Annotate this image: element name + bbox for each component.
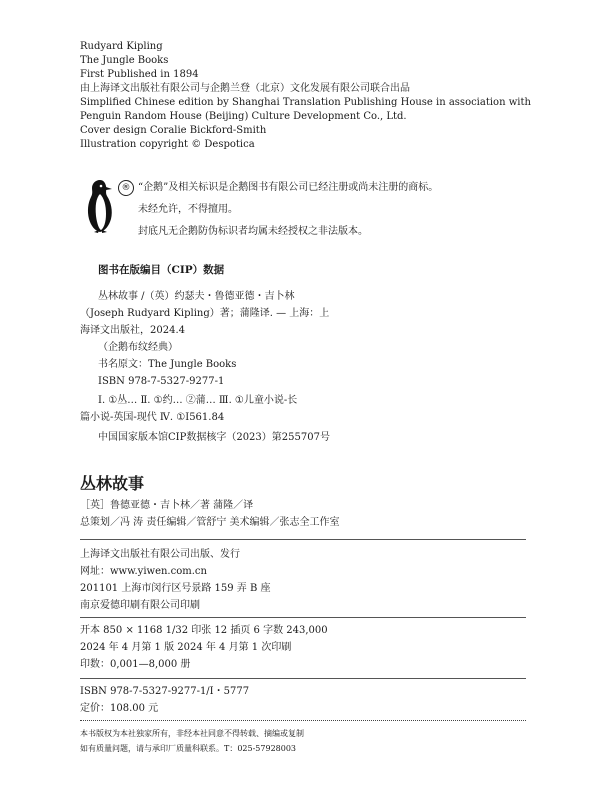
joint-production-note: 由上海译文出版社有限公司与企鹅兰登（北京）文化发展有限公司联合出品 [80, 83, 410, 94]
cover-design-credit: Cover design Coralie Bickford-Smith [80, 125, 267, 136]
cip-original-title: 书名原文：The Jungle Books [98, 359, 237, 370]
cip-isbn: ISBN 978-7-5327-9277-1 [98, 376, 225, 387]
divider [80, 539, 526, 540]
registered-trademark-icon: ® [118, 180, 134, 196]
author-translator-credit: ［英］鲁德亚德・吉卜林／著 蒲隆／译 [80, 500, 254, 511]
cip-series: （企鹅布纹经典） [98, 342, 178, 353]
publisher-line: 上海译文出版社有限公司出版、发行 [80, 549, 240, 560]
price-line: 定价：108.00 元 [80, 703, 159, 714]
format-specs: 开本 850 × 1168 1/32 印张 12 插页 6 字数 243,000 [80, 625, 328, 636]
cip-line-2: （Joseph Rudyard Kipling）著；蒲隆译. — 上海：上 [80, 308, 330, 319]
cip-record-number: 中国国家版本馆CIP数据核字（2023）第255707号 [98, 432, 330, 443]
author-name: Rudyard Kipling [80, 41, 163, 52]
edition-note-line-2: Penguin Random House (Beijing) Culture Development Co., Ltd. [80, 111, 407, 122]
first-published: First Published in 1894 [80, 69, 199, 80]
cip-classification-line-1: Ⅰ. ①丛… Ⅱ. ①约… ②蒲… Ⅲ. ①儿童小说-长 [98, 395, 298, 406]
publisher-website: 网址：www.yiwen.com.cn [80, 566, 207, 577]
trademark-notice-line-2: 未经允许，不得擅用。 [138, 204, 238, 215]
edition-printing: 2024 年 4 月第 1 版 2024 年 4 月第 1 次印刷 [80, 642, 292, 653]
quality-contact: 如有质量问题，请与承印厂质量科联系。T：025-57928003 [80, 744, 297, 753]
original-title: The Jungle Books [80, 55, 169, 66]
penguin-logo-icon [86, 178, 114, 234]
dotted-divider [80, 720, 526, 721]
cip-line-1: 丛林故事 /（英）约瑟夫・鲁德亚德・吉卜林 [98, 291, 295, 302]
cip-line-3: 海译文出版社，2024.4 [80, 325, 185, 336]
edition-note-line-1: Simplified Chinese edition by Shanghai Translation Publishing House in association with [80, 97, 531, 108]
divider [80, 617, 526, 618]
printer-line: 南京爱德印刷有限公司印刷 [80, 600, 200, 611]
divider [80, 678, 526, 679]
print-run: 印数：0,001—8,000 册 [80, 659, 191, 670]
publisher-address: 201101 上海市闵行区号景路 159 弄 B 座 [80, 583, 271, 594]
copyright-notice: 本书版权为本社独家所有，非经本社同意不得转载、摘编或复制 [80, 729, 304, 738]
illustration-credit: Illustration copyright © Despotica [80, 139, 255, 150]
cip-classification-line-2: 篇小说-英国-现代 Ⅳ. ①I561.84 [80, 412, 225, 423]
isbn-line: ISBN 978-7-5327-9277-1/I・5777 [80, 686, 250, 697]
cip-heading: 图书在版编目（CIP）数据 [98, 264, 225, 276]
trademark-notice-line-1: “企鹅”及相关标识是企鹅图书有限公司已经注册或尚未注册的商标。 [138, 182, 439, 193]
book-title: 丛林故事 [80, 474, 145, 493]
editorial-credits: 总策划／冯 涛 责任编辑／管舒宁 美术编辑／张志全工作室 [80, 517, 340, 528]
anti-counterfeit-notice: 封底凡无企鹅防伪标识者均属未经授权之非法版本。 [138, 226, 368, 237]
